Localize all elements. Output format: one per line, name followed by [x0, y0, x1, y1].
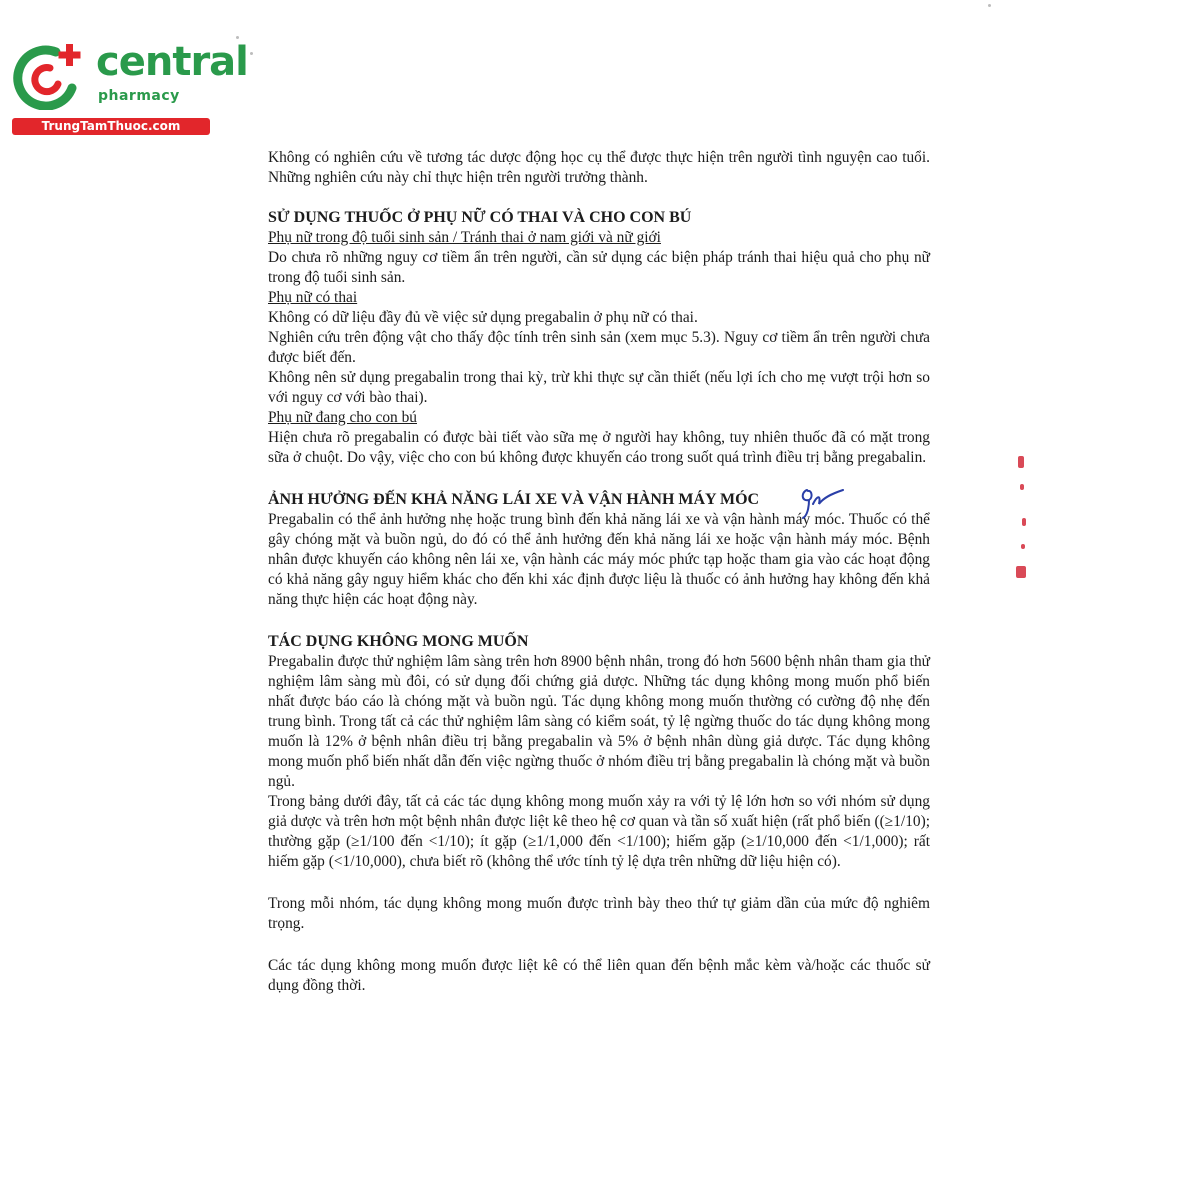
- pregnancy-paragraph-data: Không có dữ liệu đầy đủ về việc sử dụng pregabalin ở phụ nữ có thai.: [268, 309, 698, 326]
- scan-speck: [988, 4, 991, 7]
- signature-icon: [797, 482, 847, 522]
- stamp-fragment: [1012, 440, 1032, 640]
- scan-speck: [236, 36, 239, 39]
- logo-wordmark: central: [96, 39, 248, 85]
- adverse-paragraph-trials: Pregabalin được thử nghiệm lâm sàng trên hơn 8900 bệnh nhân, trong đó hơn 5600 bệnh nhân tham gia thử nghiệm lâm sàng mù đôi, có sử dụng đối chứng giả dược. Những tác dụng không mong muốn phổ biến nhất được báo cáo là chóng mặt và buồn ngủ. Tác dụng không mong muốn thường có cường độ nhẹ đến trung bình. Trong tất cả các thử nghiệm lâm sàng có kiểm soát, tỷ lệ ngừng thuốc do tác dụng không mong muốn là 12% ở bệnh nhân điều trị bằng pregabalin và 5% ở bệnh nhân dùng giả dược. Tác dụng không mong muốn phổ biến nhất dẫn đến việc ngừng thuốc ở nhóm điều trị bằng pregabalin là chóng mặt và buồn ngủ.: [268, 653, 930, 790]
- driving-paragraph: Pregabalin có thể ảnh hưởng nhẹ hoặc trung bình đến khả năng lái xe và vận hành máy móc. Thuốc có thể gây chóng mặt và buồn ngủ, do đó có thể ảnh hưởng đến khả năng lái xe hoặc vận hành máy móc. Bệnh nhân được khuyến cáo không nên lái xe, vận hành các máy móc phức tạp hoặc tham gia vào các hoạt động có khả năng gây nguy hiểm khác cho đến khi xác định được liệu là thuốc có ảnh hưởng hay không đến khả năng thực hiện các hoạt động này.: [268, 511, 930, 608]
- pharmacy-logo: [10, 38, 248, 138]
- logo-website-badge: TrungTamThuoc.com: [12, 118, 210, 135]
- adverse-paragraph-order: Trong mỗi nhóm, tác dụng không mong muốn được trình bày theo thứ tự giảm dần của mức độ nghiêm trọng.: [268, 895, 930, 932]
- pregnancy-paragraph-contraception: Do chưa rõ những nguy cơ tiềm ẩn trên người, cần sử dụng các biện pháp tránh thai hiệu quả cho phụ nữ trong độ tuổi sinh sản.: [268, 249, 930, 286]
- central-pharmacy-logo-icon: [12, 40, 88, 110]
- pregnancy-subheading-childbearing: Phụ nữ trong độ tuổi sinh sản / Tránh thai ở nam giới và nữ giới: [268, 229, 661, 246]
- pregnancy-subheading-breastfeeding: Phụ nữ đang cho con bú: [268, 409, 417, 426]
- driving-heading: ẢNH HƯỞNG ĐẾN KHẢ NĂNG LÁI XE VÀ VẬN HÀNH MÁY MÓC: [268, 491, 760, 508]
- document-body: [268, 148, 930, 996]
- pregnancy-heading: SỬ DỤNG THUỐC Ở PHỤ NỮ CÓ THAI VÀ CHO CON BÚ: [268, 209, 692, 226]
- adverse-heading: TÁC DỤNG KHÔNG MONG MUỐN: [268, 633, 529, 650]
- adverse-paragraph-frequency: Trong bảng dưới đây, tất cả các tác dụng không mong muốn xảy ra với tỷ lệ lớn hơn so với nhóm sử dụng giả dược và trên hơn một bệnh nhân được liệt kê theo hệ cơ quan và tần số xuất hiện (rất phổ biến ((≥1/10); thường gặp (≥1/100 đến <1/10); ít gặp (≥1/1,000 đến <1/100); hiếm gặp (≥1/10,000 đến <1/1,000); rất hiếm gặp (<1/10,000), chưa biết rõ (không thể ước tính tỷ lệ dựa trên những dữ liệu hiện có).: [268, 793, 930, 870]
- pregnancy-paragraph-avoid: Không nên sử dụng pregabalin trong thai kỳ, trừ khi thực sự cần thiết (nếu lợi ích cho mẹ vượt trội hơn so với nguy cơ với bào thai).: [268, 369, 930, 406]
- pregnancy-paragraph-breastfeeding: Hiện chưa rõ pregabalin có được bài tiết vào sữa mẹ ở người hay không, tuy nhiên thuốc đã có mặt trong sữa ở chuột. Do vậy, việc cho con bú không được khuyến cáo trong suốt quá trình điều trị bằng pregabalin.: [268, 429, 930, 466]
- pregnancy-subheading-pregnant: Phụ nữ có thai: [268, 289, 358, 306]
- logo-subtitle: pharmacy: [98, 88, 180, 104]
- pregnancy-paragraph-animal: Nghiên cứu trên động vật cho thấy độc tính trên sinh sản (xem mục 5.3). Nguy cơ tiềm ẩn trên người chưa được biết đến.: [268, 329, 930, 366]
- scan-speck: [250, 52, 253, 55]
- adverse-paragraph-comorbidity: Các tác dụng không mong muốn được liệt kê có thể liên quan đến bệnh mắc kèm và/hoặc các thuốc sử dụng đồng thời.: [268, 957, 930, 994]
- intro-paragraph: Không có nghiên cứu về tương tác dược động học cụ thể được thực hiện trên người tình nguyện cao tuổi. Những nghiên cứu này chỉ thực hiện trên người trưởng thành.: [268, 149, 930, 186]
